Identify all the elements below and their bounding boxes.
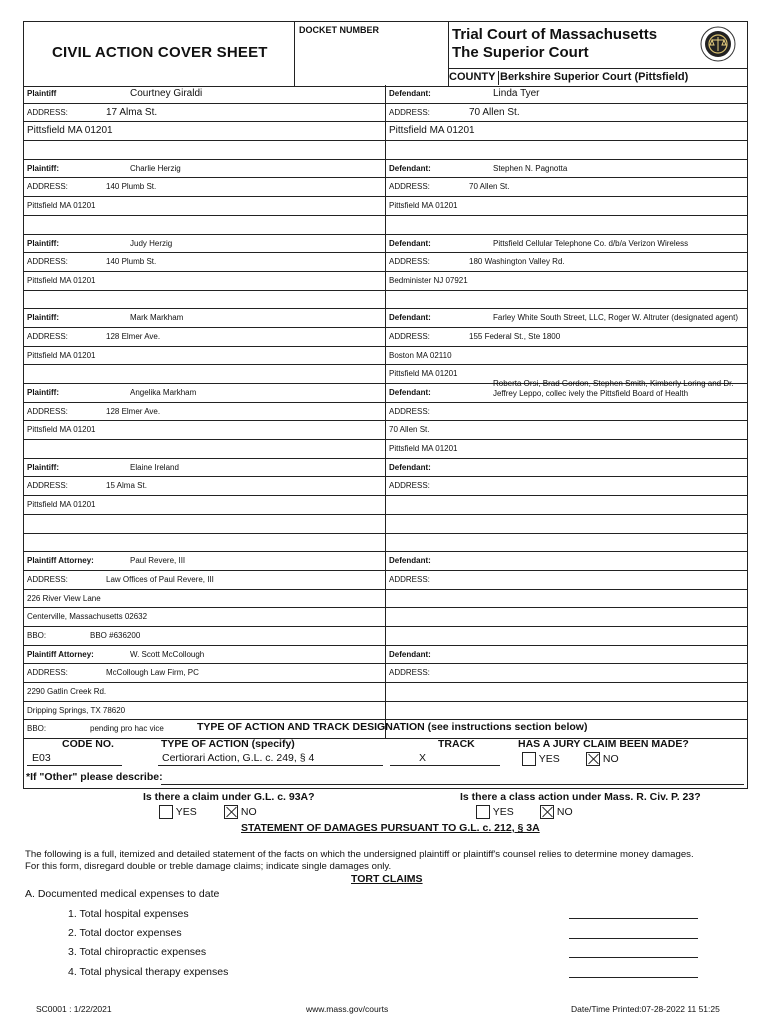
type-label: TYPE OF ACTION (specify) [161,738,295,750]
plaintiff-label: Plaintiff: [27,238,59,248]
address-label: ADDRESS: [389,331,430,341]
header-box [23,21,748,87]
damages-paragraph: For this form, disregard double or treble damage claims; indicate single damages only. [25,860,392,872]
address-label: ADDRESS: [27,574,68,584]
expense-amount-field[interactable] [569,918,698,919]
no-label: NO [240,805,257,818]
table-row [24,309,747,328]
defendant-address[interactable]: 155 Federal St., Ste 1800 [469,331,561,341]
93a-yes[interactable] [159,805,197,819]
checkbox[interactable] [159,805,173,819]
defendant-label: Defendant: [389,313,431,323]
attorney-city[interactable]: Dripping Springs, TX 78620 [27,705,126,715]
plaintiff-city[interactable]: Pittsfield MA 01201 [27,500,96,510]
checkbox-checked[interactable] [586,752,600,766]
address-label: ADDRESS: [27,257,68,267]
attorney-address[interactable]: McCollough Law Firm, PC [106,668,199,678]
damages-intro [25,849,747,872]
table-row [24,608,747,627]
table-row [24,272,747,291]
plaintiff-address[interactable]: 17 Alma St. [106,106,158,118]
bbo-label: BBO: [27,724,47,734]
defendant-address[interactable]: 70 Allen St. [389,425,430,435]
courts-url[interactable]: www.mass.gov/courts [306,1004,389,1014]
table-row [24,235,747,254]
class-yes[interactable] [476,805,514,819]
defendant-name[interactable]: Pittsfield Cellular Telephone Co. d/b/a Verizon Wireless [493,238,689,248]
county-label: COUNTY [449,71,499,85]
checkbox-checked[interactable] [540,805,554,819]
bbo-value[interactable]: BBO #636200 [90,630,141,640]
checkbox[interactable] [522,752,536,766]
defendant-city[interactable]: Pittsfield MA 01201 [389,201,458,211]
address-label: ADDRESS: [27,331,68,341]
plaintiff-address[interactable]: 140 Plumb St. [106,257,157,267]
table-row [24,178,747,197]
plaintiff-city[interactable]: Pittsfield MA 01201 [27,350,96,360]
action-heading: TYPE OF ACTION AND TRACK DESIGNATION (see instructions section below) [197,721,588,733]
defendant-label: Defendant: [389,649,431,659]
class-no[interactable] [540,805,573,819]
table-row [24,122,747,141]
defendant-city[interactable]: Pittsfield MA 01201 [389,125,475,137]
expense-amount-field[interactable] [569,957,698,958]
yes-label: YES [492,805,514,818]
plaintiff-address[interactable]: 128 Elmer Ave. [106,406,161,416]
track-label: TRACK [438,738,475,750]
table-row [24,216,747,235]
table-row [24,571,747,590]
defendant-label: Defendant: [389,388,431,397]
code-label: CODE NO. [62,738,114,750]
attorney-city[interactable]: Centerville, Massachusetts 02632 [27,612,148,622]
docket-number-label: DOCKET NUMBER [299,25,379,35]
table-row [24,477,747,496]
section-a-label: A. Documented medical expenses to date [25,888,220,900]
damages-paragraph: The following is a full, itemized and detailed statement of the facts on which the undersigned plaintiff or plaintiff's counsel relies to determine money damages. [25,849,694,860]
table-row [24,534,747,553]
table-row [24,85,747,104]
title-cell [24,22,295,86]
plaintiff-city[interactable]: Pittsfield MA 01201 [27,425,96,435]
court-seal-icon [700,26,736,62]
expense-amount-field[interactable] [569,977,698,978]
plaintiff-name[interactable]: Elaine Ireland [130,462,179,472]
plaintiff-name[interactable]: Mark Markham [130,313,184,323]
attorney-address[interactable]: Law Offices of Paul Revere, III [106,574,214,584]
table-row [24,141,747,160]
court-name: Trial Court of Massachusetts [452,26,658,43]
attorney-name[interactable]: W. Scott McCollough [130,649,205,659]
defendant-address[interactable]: 70 Allen St. [469,182,510,192]
address-label: ADDRESS: [27,107,68,117]
no-label: NO [556,805,573,818]
defendant-label: Defendant: [389,556,431,566]
checkbox[interactable] [476,805,490,819]
action-section [23,718,748,789]
form-title: CIVIL ACTION COVER SHEET [52,44,268,61]
expense-item: 1. Total hospital expenses [68,908,189,920]
address-label: ADDRESS: [27,182,68,192]
jury-no[interactable] [586,752,619,766]
table-row [24,664,747,683]
checkbox-checked[interactable] [224,805,238,819]
address-label: ADDRESS: [27,481,68,491]
plaintiff-address[interactable]: 128 Elmer Ave. [106,331,161,341]
table-row [24,328,747,347]
defendant-name[interactable]: Linda Tyer [493,88,540,99]
yes-label: YES [175,805,197,818]
defendant-name[interactable]: Stephen N. Pagnotta [493,163,568,173]
table-row [24,627,747,646]
expense-item: 2. Total doctor expenses [68,927,182,939]
address-label: ADDRESS: [389,406,430,416]
bbo-label: BBO: [27,630,47,640]
claims-section [23,788,746,836]
table-row [24,421,747,440]
no-label: NO [602,752,619,765]
defendant-city[interactable]: Pittsfield MA 01201 [389,444,458,454]
yes-label: YES [538,752,560,765]
address-label: ADDRESS: [27,668,68,678]
jury-label: HAS A JURY CLAIM BEEN MADE? [518,738,689,750]
defendant-name[interactable]: Farley White South Street, LLC, Roger W. Altruter (designated agent) [493,313,739,323]
track-value[interactable]: X [419,752,427,764]
expense-item: 4. Total physical therapy expenses [68,966,229,978]
table-row [24,440,747,459]
defendant-name-cont[interactable]: Jeffrey Leppo, collec ively the Pittsfield Board of Health [493,389,689,398]
expense-item: 3. Total chiropractic expenses [68,946,207,958]
code-value[interactable]: E03 [32,752,51,764]
address-label: ADDRESS: [389,182,430,192]
plaintiff-address[interactable]: 15 Alma St. [106,481,147,491]
plaintiff-city[interactable]: Pittsfield MA 01201 [27,201,96,211]
defendant-label: Defendant: [389,238,431,248]
expense-amount-field[interactable] [569,938,698,939]
plaintiff-name[interactable]: Courtney Giraldi [130,88,203,99]
defendant-label: Defendant: [389,462,431,472]
address-label: ADDRESS: [389,107,430,117]
table-row [24,552,747,571]
table-row [24,515,747,534]
defendant-city[interactable]: Boston MA 02110 [389,350,452,360]
plaintiff-city[interactable]: Pittsfield MA 01201 [27,125,113,137]
plaintiff-label: Plaintiff: [27,163,59,173]
defendant-name[interactable]: Roberta Orsi, Brad Gordon, Stephen Smith, Kimberly Loring and Dr. [493,379,734,388]
claim-93a-question: Is there a claim under G.L. c. 93A? [143,791,315,803]
address-label: ADDRESS: [27,406,68,416]
attorney-street[interactable]: 226 River View Lane [27,593,101,603]
court-division: The Superior Court [452,44,589,61]
address-label: ADDRESS: [389,574,430,584]
table-row [24,347,747,366]
table-row [24,291,747,310]
defendant-label: Defendant: [389,163,431,173]
table-row [24,590,747,609]
attorney-label: Plaintiff Attorney: [27,649,94,659]
tort-claims-heading: TORT CLAIMS [351,873,423,885]
plaintiff-label: Plaintiff: [27,313,59,323]
plaintiff-name[interactable]: Angelika Markham [130,388,197,397]
table-row [24,459,747,478]
docket-cell[interactable] [294,22,449,86]
defendant-address[interactable]: 180 Washington Valley Rd. [469,257,565,267]
attorney-street[interactable]: 2290 Gatlin Creek Rd. [27,687,107,696]
other-label: *If "Other" please describe: [26,771,163,783]
defendant-city[interactable]: Bedminister NJ 07921 [389,275,468,285]
table-row [24,160,747,179]
table-row [24,104,747,123]
plaintiff-city[interactable]: Pittsfield MA 01201 [27,275,96,285]
table-row [24,646,747,665]
type-value[interactable]: Certiorari Action, G.L. c. 249, § 4 [162,752,315,764]
table-row [24,253,747,272]
address-label: ADDRESS: [389,257,430,267]
table-row [24,683,747,702]
attorney-label: Plaintiff Attorney: [27,556,94,566]
defendant-label: Defendant: [389,89,431,98]
plaintiff-label: Plaintiff: [27,388,59,397]
parties-table [23,85,748,739]
bbo-value[interactable]: pending pro hac vice [90,724,164,734]
class-action-question: Is there a class action under Mass. R. Civ. P. 23? [460,791,701,803]
defendant-city[interactable]: Pittsfield MA 01201 [389,369,458,379]
county-value[interactable]: Berkshire Superior Court (Pittsfield) [500,71,689,83]
table-row [24,379,747,403]
damages-heading: STATEMENT OF DAMAGES PURSUANT TO G.L. c. 212, § 3A [241,822,540,834]
jury-yes[interactable] [522,752,560,766]
plaintiff-name[interactable]: Charlie Herzig [130,163,181,173]
plaintiff-label: Plaintiff [27,89,57,98]
print-timestamp: Date/Time Printed:07-28-2022 11 51:25 [571,1004,720,1014]
table-row [24,496,747,515]
address-label: ADDRESS: [389,481,430,491]
attorney-name[interactable]: Paul Revere, III [130,556,186,566]
plaintiff-name[interactable]: Judy Herzig [130,238,173,248]
defendant-address[interactable]: 70 Allen St. [469,106,520,118]
plaintiff-label: Plaintiff: [27,462,59,472]
address-label: ADDRESS: [389,668,430,678]
table-row [24,197,747,216]
form-id: SC0001 : 1/22/2021 [36,1004,112,1014]
table-row [24,403,747,422]
93a-no[interactable] [224,805,257,819]
plaintiff-address[interactable]: 140 Plumb St. [106,182,157,192]
